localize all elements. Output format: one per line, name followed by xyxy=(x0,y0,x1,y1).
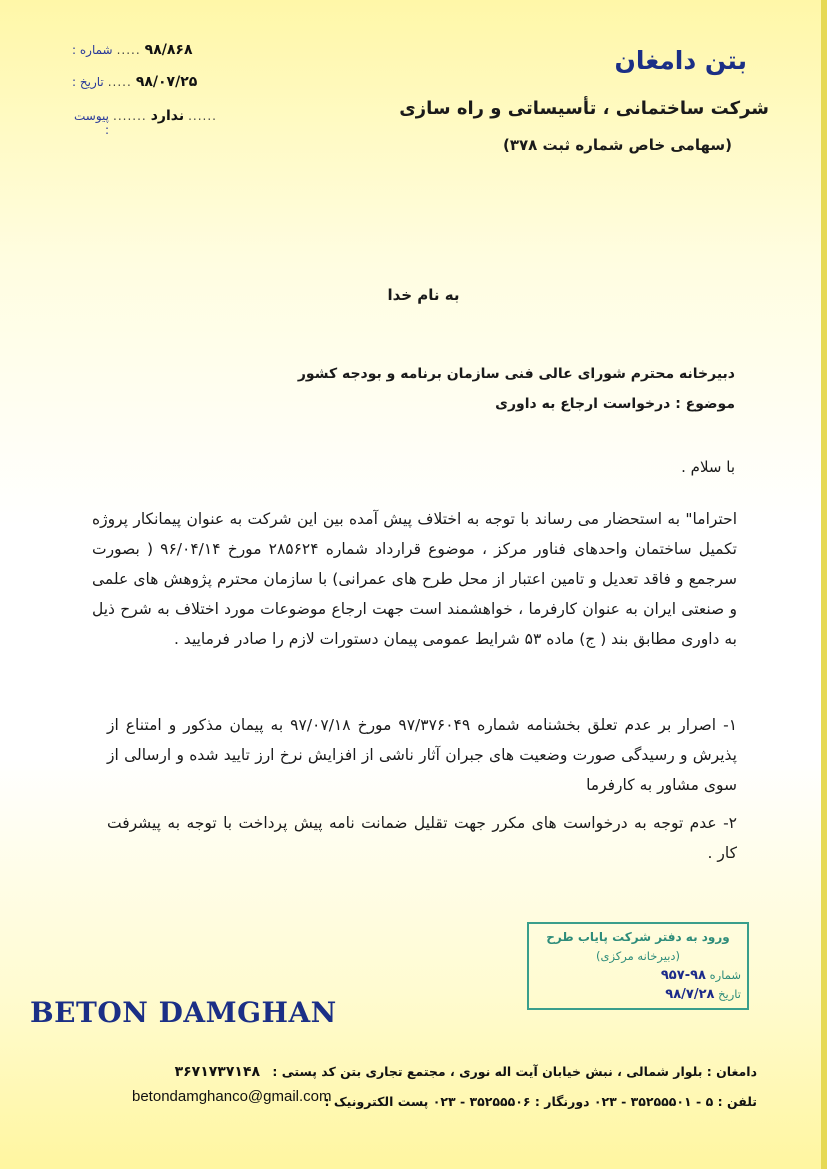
stamp-date-value: ۹۸/۷/۲۸ xyxy=(665,987,715,1002)
letter-date-label: تاریخ : xyxy=(72,75,104,89)
footer-contact: تلفن : ۵ - ۳۵۲۵۵۵۰۱ - ۰۲۳ دورنگار : ۳۵۲۵۵۵۰۶ - ۰۲۳ پست الکترونیک : xyxy=(324,1094,757,1109)
stamp-date-label: تاریخ xyxy=(718,987,741,1001)
recipient-line: دبیرخانه محترم شورای عالی فنی سازمان برنامه و بودجه کشور xyxy=(297,366,735,382)
list-item: ۱- اصرار بر عدم تعلق بخشنامه شماره ۹۷/۳۷۶۰۴۹ مورخ ۹۷/۰۷/۱۸ به پیمان مذکور و امتناع از پذیرش و رسیدگی صورت وضعیت های جبران آثار ناشی از افزایش نرخ ارز تایید شده و ارسالی از سوی مشاور به کارفرما xyxy=(107,716,738,794)
subject-line: موضوع : درخواست ارجاع به داوری xyxy=(495,396,735,412)
company-registration: (سهامی خاص شماره ثبت ۳۷۸) xyxy=(502,136,732,154)
email-address: betondamghanco@gmail.com xyxy=(132,1088,332,1105)
letter-number-label: شماره : xyxy=(72,43,113,57)
letter-attachment-label: پیوست : xyxy=(74,109,110,137)
stamp-title: ورود به دفتر شرکت پایاب طرح xyxy=(546,930,730,944)
stamp-number-value: ۹۸-۹۵۷ xyxy=(660,968,706,983)
dots: ....... xyxy=(113,109,147,123)
letter-number-row xyxy=(72,42,217,58)
address-text: دامغان : بلوار شمالی ، نبش خیابان آیت اله نوری ، مجتمع تجاری بتن کد پستی : xyxy=(272,1064,757,1079)
greeting-line: با سلام . xyxy=(681,458,735,476)
dots: ...... xyxy=(188,109,217,123)
company-subtitle: شرکت ساختمانی ، تأسیساتی و راه سازی xyxy=(399,98,769,119)
received-stamp xyxy=(527,922,749,1010)
stamp-subtitle: (دبیرخانه مرکزی) xyxy=(595,949,681,963)
dots: ..... xyxy=(116,43,141,57)
postal-code: ۳۶۷۱۷۳۷۱۴۸ xyxy=(174,1064,261,1080)
letter-attachment-value: ندارد xyxy=(150,108,185,124)
bismillah-heading: به نام خدا xyxy=(387,286,460,304)
letter-body-paragraph: احتراما" به استحضار می رساند با توجه به اختلاف پیش آمده بین این شرکت به عنوان پیمانکار پروژه تکمیل ساختمان واحدهای فناور مرکز ، موضوع قرارداد شماره ۲۸۵۶۲۴ مورخ ۹۶/۰۴/۱۴ ( بصورت سرجمع و فاقد تعدیل و تامین اعتبار از محل طرح های عمرانی) با سازمان محترم پژوهش های علمی و صنعتی ایران به عنوان کارفرما ، خواهشمند است جهت ارجاع موضوعات مورد اختلاف به شرح ذیل به داوری مطابق بند ( ج) ماده ۵۳ شرایط عمومی پیمان دستورات لازم را صادر فرمایید . xyxy=(92,510,737,648)
letter-date-row xyxy=(72,74,217,90)
stamp-date-row xyxy=(535,985,741,1004)
list-item: ۲- عدم توجه به درخواست های مکرر جهت تقلیل ضمانت نامه پیش پرداخت با توجه به پیشرفت کار . xyxy=(107,814,737,862)
page-edge-strip xyxy=(821,0,827,1169)
stamp-number-row xyxy=(535,966,741,985)
brand-english: BETON DAMGHAN xyxy=(30,996,337,1029)
company-name: بتن دامغان xyxy=(614,46,747,75)
letter-attachment-row xyxy=(72,108,217,137)
footer-address xyxy=(175,1064,757,1080)
letter-date-value: ۹۸/۰۷/۲۵ xyxy=(135,74,198,90)
letter-number-value: ۹۸/۸۶۸ xyxy=(144,42,193,58)
dots: ..... xyxy=(107,75,132,89)
stamp-number-label: شماره xyxy=(709,968,741,982)
